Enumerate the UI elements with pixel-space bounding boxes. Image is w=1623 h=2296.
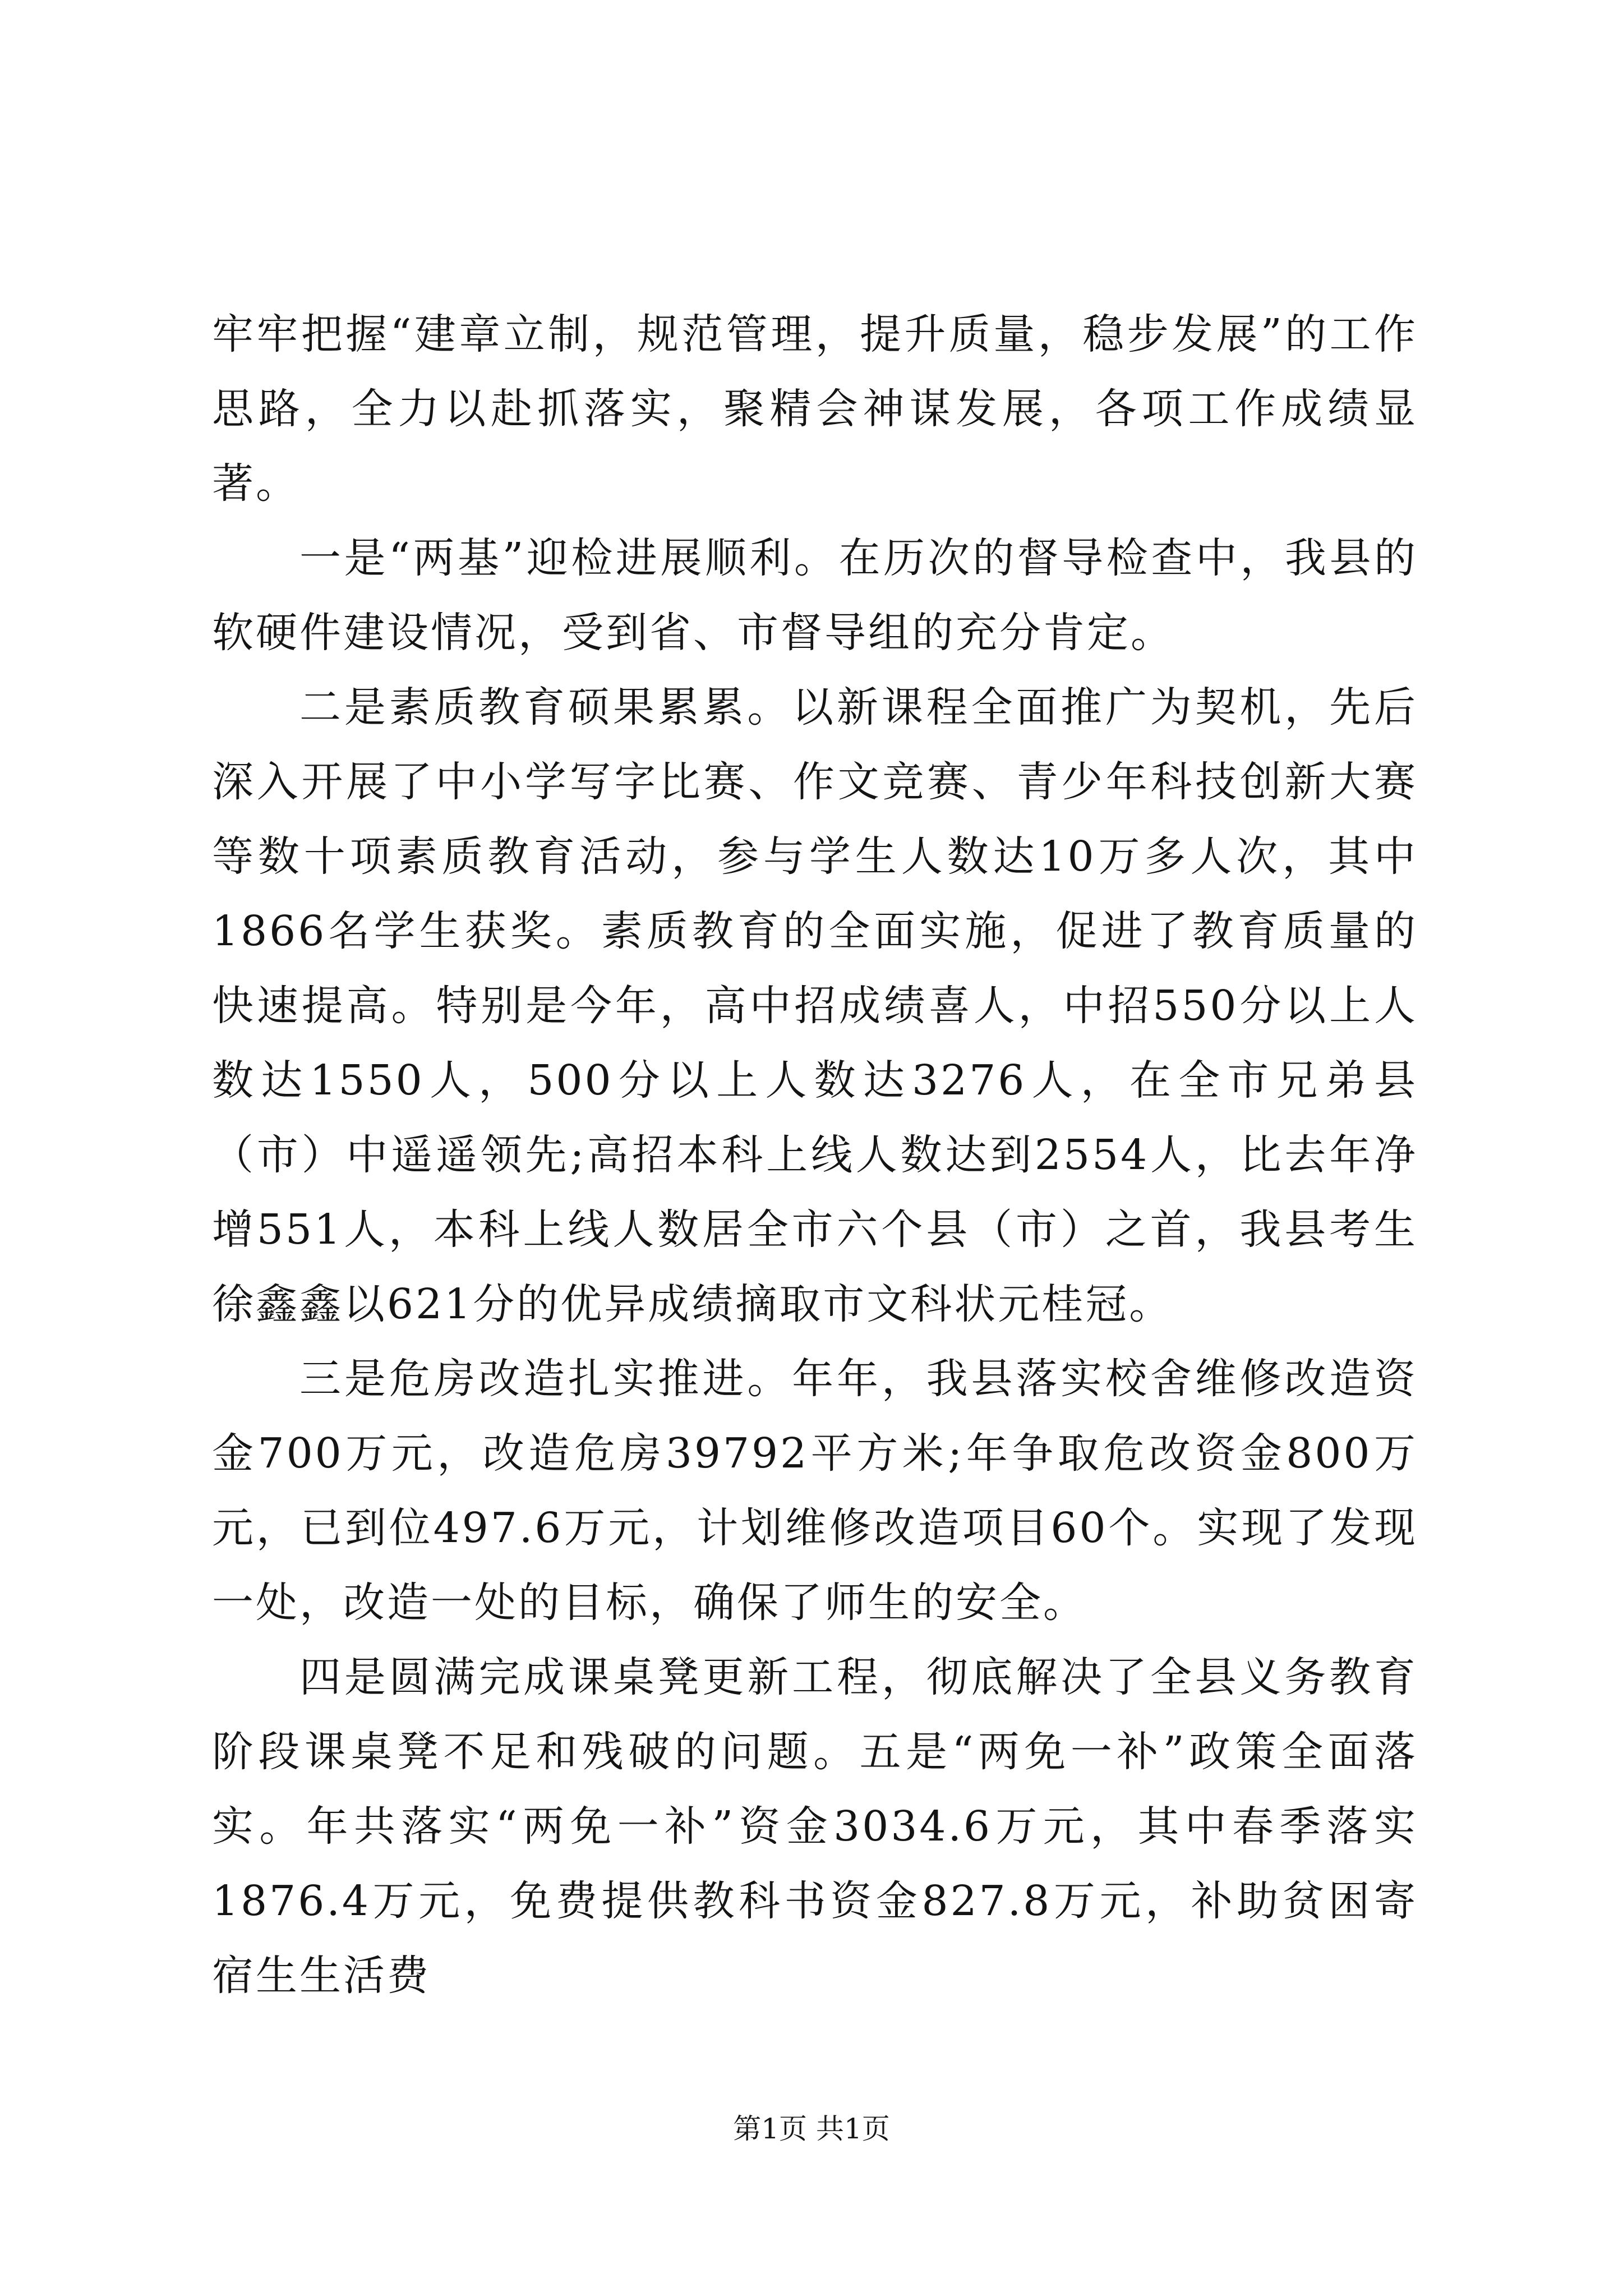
paragraph-desks-and-subsidies: 四是圆满完成课桌凳更新工程，彻底解决了全县义务教育阶段课桌凳不足和残破的问题。五是“两免一补”政策全面落实。年共落实“两免一补”资金3034.6万元，其中春季落实1876.4万元，免费提供教科书资金827.8万元，补助贫困寄宿生生活费: [212, 1653, 1418, 2000]
paragraph-quality-education: 二是素质教育硕果累累。以新课程全面推广为契机，先后深入开展了中小学写字比赛、作文竞赛、青少年科技创新大赛等数十项素质教育活动，参与学生人数达10万多人次，其中1866名学生获奖。素质教育的全面实施，促进了教育质量的快速提高。特别是今年，高中招成绩喜人，中招550分以上人数达1550人，500分以上人数达3276人，在全市兄弟县（市）中遥遥领先;高招本科上线人数达到2554人，比去年净增551人，本科上线人数居全市六个县（市）之首，我县考生徐鑫鑫以621分的优异成绩摘取市文科状元桂冠。: [212, 683, 1418, 1328]
page-number-footer: 第1页 共1页: [733, 2113, 890, 2145]
paragraph-continuation: 牢牢把握“建章立制，规范管理，提升质量，稳步发展”的工作思路，全力以赴抓落实，聚精会神谋发展，各项工作成绩显著。: [212, 310, 1418, 508]
paragraph-dangerous-buildings: 三是危房改造扎实推进。年年，我县落实校舍维修改造资金700万元，改造危房39792平方米;年争取危改资金800万元，已到位497.6万元，计划维修改造项目60个。实现了发现一处，改造一处的目标，确保了师生的安全。: [212, 1355, 1418, 1627]
document-body: [212, 297, 1418, 2013]
paragraph-liangji: 一是“两基”迎检进展顺利。在历次的督导检查中，我县的软硬件建设情况，受到省、市督导组的充分肯定。: [212, 534, 1418, 657]
